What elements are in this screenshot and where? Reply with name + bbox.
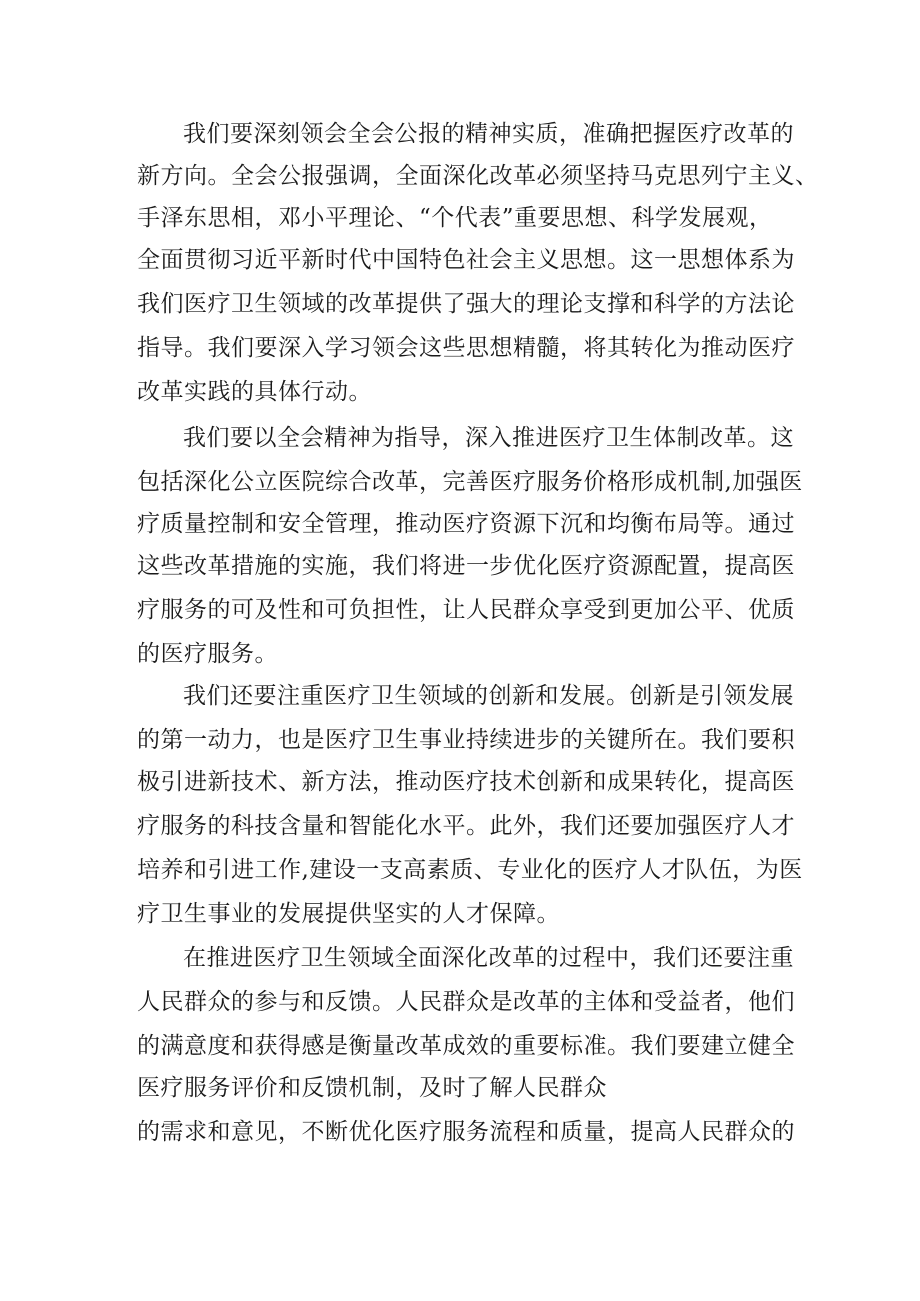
text-line: 疗服务的科技含量和智能化水平。此外，我们还要加强医疗人才 xyxy=(137,813,795,839)
text-line: 的需求和意见，不断优化医疗服务流程和质量，提高人民群众的 xyxy=(137,1119,795,1145)
text-line: 全面贯彻习近平新时代中国特色社会主义思想。这一思想体系为 xyxy=(137,247,795,273)
text-line: 培养和引进工作,建设一支高素质、专业化的医疗人才队伍，为医 xyxy=(137,857,803,883)
text-line: 新方向。全会公报强调，全面深化改革必须坚持马克思列宁主义、 xyxy=(137,163,819,189)
text-line: 的医疗服务。 xyxy=(137,641,278,667)
text-line: 改革实践的具体行动。 xyxy=(137,379,372,405)
text-line: 疗服务的可及性和可负担性，让人民群众享受到更加公平、优质 xyxy=(137,597,795,623)
text-line: 人民群众的参与和反馈。人民群众是改革的主体和受益者，他们 xyxy=(137,989,795,1015)
text-line: 疗质量控制和安全管理，推动医疗资源下沉和均衡布局等。通过 xyxy=(137,511,795,537)
text-line: 疗卫生事业的发展提供坚实的人才保障。 xyxy=(137,901,560,927)
text-line: 的第一动力，也是医疗卫生事业持续进步的关键所在。我们要积 xyxy=(137,727,795,753)
text-line: 指导。我们要深入学习领会这些思想精髓，将其转化为推动医疗 xyxy=(137,335,795,361)
text-line: 我们医疗卫生领域的改革提供了强大的理论支撑和科学的方法论 xyxy=(137,291,795,317)
text-line: 在推进医疗卫生领域全面深化改革的过程中，我们还要注重 xyxy=(183,945,794,971)
text-line: 这些改革措施的实施，我们将进一步优化医疗资源配置，提高医 xyxy=(137,553,795,579)
text-line: 我们要深刻领会全会公报的精神实质，准确把握医疗改革的 xyxy=(183,121,794,147)
text-line: 我们还要注重医疗卫生领域的创新和发展。创新是引领发展 xyxy=(183,683,794,709)
text-line: 的满意度和获得感是衡量改革成效的重要标准。我们要建立健全 xyxy=(137,1033,795,1059)
text-line: 我们要以全会精神为指导，深入推进医疗卫生体制改革。这 xyxy=(183,425,794,451)
text-line: 医疗服务评价和反馈机制，及时了解人民群众 xyxy=(137,1075,607,1101)
text-line: 手泽东思相，邓小平理论、“个代表”重要思想、科学发展观， xyxy=(137,205,773,231)
text-line: 包括深化公立医院综合改革，完善医疗服务价格形成机制,加强医 xyxy=(137,469,803,495)
text-line: 极引进新技术、新方法，推动医疗技术创新和成果转化，提高医 xyxy=(137,769,795,795)
